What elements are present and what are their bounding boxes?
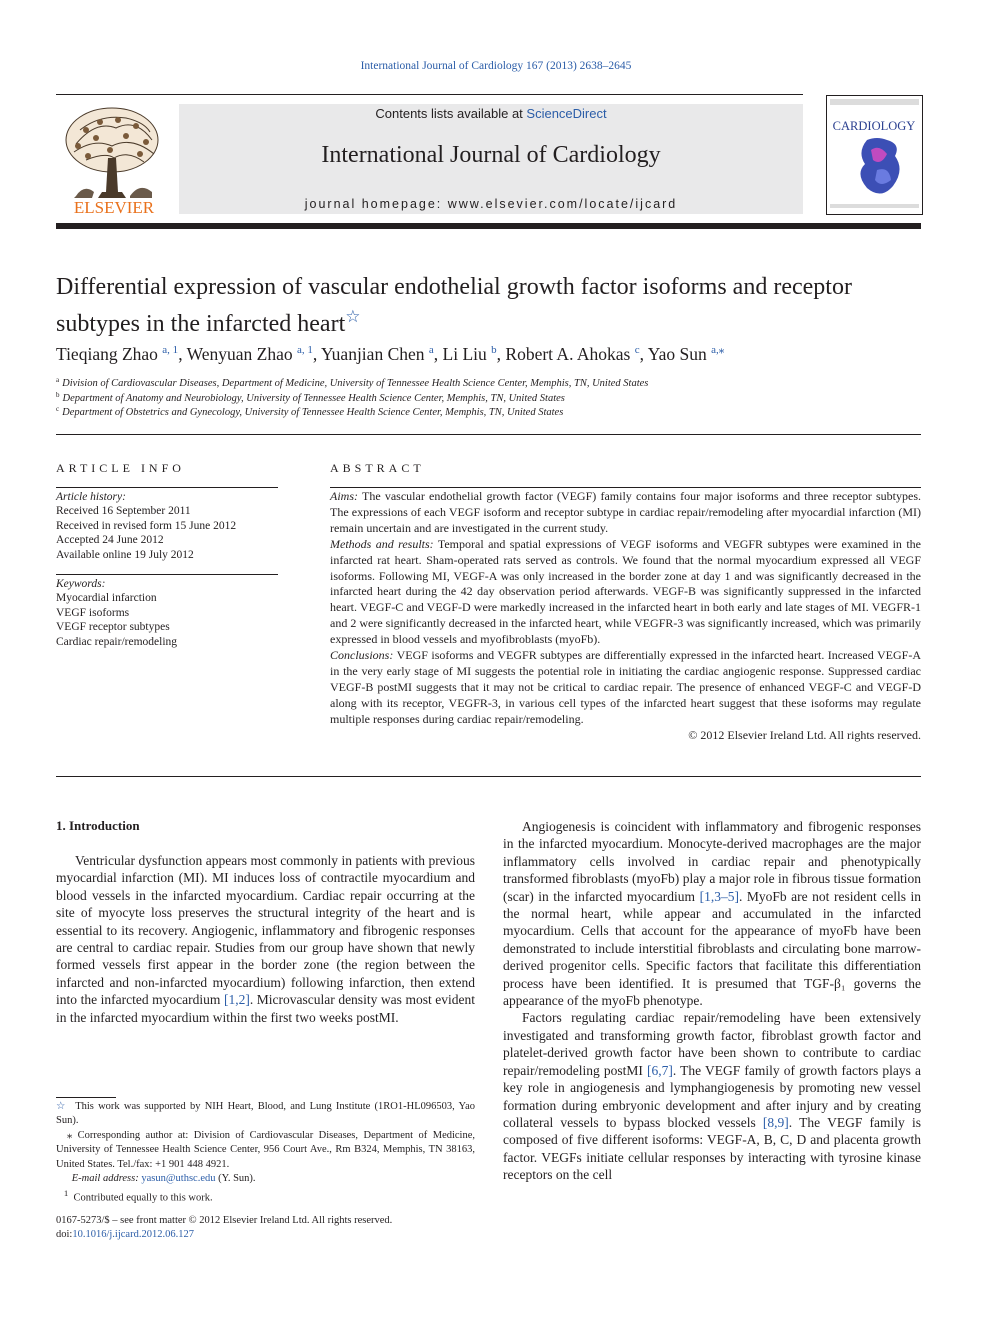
divider [56, 776, 921, 777]
paragraph: Angiogenesis is coincident with inflammatory and fibrogenic responses in the infarcted myocardium. Monocyte-derived macrophages are the major inflammatory cells involved in cardiac repair and phenotypically transformed fibroblasts (myoFb) play a major role in fibrous tissue formation (scar) in the infarcted myocardium [1,3–5]. MyoFb are not resident cells in the normal heart, while appear and accumulated in the infarcted myocardium. Cells that account for the appearance of myoFb have been demonstrated to include interstitial fibroblasts and circulating bone marrow-derived progenitor cells. Specific factors that facilitate this differentiation process have been identified. It is presumed that TGF-β₁ governs the appearance of the myoFb phenotype. [503, 819, 922, 1009]
citation-link[interactable]: [1,3–5] [699, 888, 739, 904]
abstract-body [330, 489, 921, 744]
article-info-heading: ARTICLE INFO [56, 461, 185, 475]
cardiology-cover-icon [827, 96, 922, 214]
keywords-label: Keywords: [56, 578, 106, 590]
footnote-corresponding: ⁎ Corresponding author at: Division of Cardiovascular Diseases, Department of Medicine, University of Tennessee Health Science Center, 956 Court Ave., Rm B324, Memphis, TN 38163, United States. Tel./fax: +1 901 448 4921. [56, 1129, 476, 1170]
article-title [56, 273, 921, 339]
author[interactable]: Li Liu $^b$, [442, 344, 506, 364]
citation-link[interactable]: [6,7] [646, 1062, 673, 1078]
elsevier-logo[interactable] [56, 100, 172, 216]
copyright: © 2012 Elsevier Ireland Ltd. All rights reserved. [688, 727, 921, 742]
section-heading: 1. Introduction [56, 818, 140, 833]
author[interactable]: Yao Sun $^{a,⁎}$ [647, 344, 725, 364]
author[interactable]: Yuanjian Chen $^a$, [320, 344, 443, 364]
divider [330, 487, 921, 488]
paragraph: Ventricular dysfunction appears most commonly in patients with previous myocardial infarction (MI). MI induces loss of contractile myocardium and blood vessels in the infarcted myocardium. Cardiac repair occurring at the site of myocyte loss preserves the structural integrity of the heart and is essential to its recovery. Angiogenic, inflammatory and fibrogenic responses are central to cardiac repair. Studies from our group have shown that newly formed vessels first appear in the border zone (the region between the infarcted and non-infarcted myocardium) following infarction, then extend into the infarcted myocardium [1,2]. Microvascular density was most evident in the infarcted myocardium within the first two weeks postMI. [56, 853, 475, 1025]
title-footnote-star-icon[interactable]: ☆ [345, 307, 361, 326]
journal-homepage[interactable]: journal homepage: www.elsevier.com/locate/ijcard [304, 197, 678, 211]
history-item: Available online 19 July 2012 [56, 548, 194, 561]
author[interactable]: Robert A. Ahokas $^c$, [505, 344, 648, 364]
citation-link[interactable]: [8,9] [762, 1114, 789, 1130]
keywords [56, 577, 278, 649]
keyword: VEGF receptor subtypes [56, 621, 170, 634]
abstract-aims: Aims: The vascular endothelial growth factor (VEGF) family contains four major isoforms and three receptor subtypes. The expressions of each VEGF isoform and receptor subtype in cardiac repair/remodeling after myocardial infarction (MI) remain uncertain and are investigated in the current study. [330, 489, 921, 535]
history-item: Received 16 September 2011 [56, 505, 191, 518]
affiliation-b: $^b$ Department of Anatomy and Neurobiology, University of Tennessee Health Science Center, Memphis, TN, United States [56, 391, 565, 404]
asterisk-icon: ⁎ [66, 1129, 73, 1141]
author[interactable]: Tieqiang Zhao $^{a, 1}$, [56, 344, 187, 364]
journal-citation[interactable]: International Journal of Cardiology 167 (2013) 2638–2645 [360, 60, 632, 72]
elsevier-tree-icon [56, 100, 172, 216]
footnote-star-icon: ☆ [56, 1101, 67, 1112]
divider [56, 574, 278, 575]
journal-title: International Journal of Cardiology [321, 142, 661, 168]
author[interactable]: Wenyuan Zhao $^{a, 1}$, [186, 344, 321, 364]
divider [56, 487, 278, 488]
article-title-text: Differential expression of vascular endothelial growth factor isoforms and receptor subtypes in the infarcted heart [56, 274, 852, 337]
doi-line: doi:10.1016/j.ijcard.2012.06.127 [56, 1229, 194, 1241]
sciencedirect-link[interactable]: ScienceDirect [526, 106, 607, 121]
keyword: Myocardial infarction [56, 592, 157, 605]
body-column-left [56, 852, 475, 1026]
citation-link[interactable]: [1,2] [223, 992, 250, 1008]
header-thick-rule [56, 223, 921, 229]
author-list [56, 343, 921, 365]
abstract-heading: ABSTRACT [330, 461, 425, 475]
abstract-methods: Methods and results: Temporal and spatial expressions of VEGF isoforms and VEGFR subtypes were examined in the infarcted rat heart. Sham-operated rats served as controls. We found that the normal myocardium expressed all VEGF isoforms. Following MI, VEGF-A was only increased in the border zone at day 1 and was significantly decreased in the infarcted heart during the 42 day observation period afterwards. VEGF-B was significantly suppressed in the infarcted heart. VEGF-C and VEGF-D were markedly increased in the infarcted heart in both early and late stages of MI. VEGFR-1 and 2 were significantly decreased in the infarcted heart, while VEGFR-3 was significantly increased, which was primarily expressed in blood vessels and myofibroblasts (myoFb). [330, 536, 921, 647]
footnote-email: E-mail address: yasun@uthsc.edu (Y. Sun). [71, 1173, 256, 1185]
footnotes [56, 1100, 475, 1206]
footnote-equal: $^1$ Contributed equally to this work. [63, 1188, 213, 1204]
issn-line: 0167-5273/$ – see front matter © 2012 Elsevier Ireland Ltd. All rights reserved. [56, 1215, 393, 1226]
footnote-funding: ☆ This work was supported by NIH Heart, Blood, and Lung Institute (1RO1-HL096503, Yao Sun). [56, 1101, 475, 1127]
history-label: Article history: [56, 491, 126, 503]
article-history [56, 490, 278, 562]
affiliation-c: $^c$ Department of Obstetrics and Gynecology, University of Tennessee Health Science Center, Memphis, TN, United States [56, 405, 564, 418]
footnote-rule [56, 1097, 116, 1098]
paragraph: Factors regulating cardiac repair/remodeling have been extensively investigated and transforming growth factor, fibroblast growth factor and platelet-derived growth factor have been shown to contribute to cardiac repair/remodeling postMI [6,7]. The VEGF family of growth factors plays a key role in angiogenesis and lymphangiogenesis by promoting new vessel formation during embryonic development and after injury and by creating collateral vessels to bypass blocked vessels [8,9]. The VEGF family is composed of five different isoforms: VEGF-A, B, C, D and placenta growth factor. VEGFs initiate cellular responses by interacting with tyrosine kinase receptors on the cell [503, 1010, 921, 1183]
header-top-rule [56, 94, 803, 95]
cover-title: CARDIOLOGY [832, 119, 916, 133]
journal-cover[interactable] [826, 95, 923, 215]
keyword: VEGF isoforms [56, 606, 130, 619]
divider [56, 434, 921, 435]
email-link[interactable]: yasun@uthsc.edu [141, 1173, 216, 1185]
history-item: Received in revised form 15 June 2012 [56, 519, 237, 532]
keyword: Cardiac repair/remodeling [56, 635, 178, 648]
contents-prefix: Contents lists available at [375, 106, 527, 121]
doi-link[interactable]: 10.1016/j.ijcard.2012.06.127 [72, 1229, 194, 1241]
history-item: Accepted 24 June 2012 [56, 534, 164, 547]
contents-line [179, 106, 803, 121]
issn-doi [56, 1214, 475, 1243]
body-column-right [503, 818, 921, 1184]
elsevier-wordmark: ELSEVIER [73, 198, 155, 216]
affiliation-a: $^a$ Division of Cardiovascular Diseases, Department of Medicine, University of Tennessee Health Science Center, Memphis, TN, United States [56, 376, 649, 389]
abstract-conclusions: Conclusions: VEGF isoforms and VEGFR subtypes are differentially expressed in the infarcted heart. Increased VEGF-A in the very early stage of MI suggests the potential role in initiating the cardiac angiogenic response. Suppressed cardiac VEGF-B postMI suggests that it may not be critical to cardiac repair. The presence of enhanced VEGF-C and VEGF-D along with its receptor, VEGFR-3, in various cell types of the infarcted heart suggest that these isoforms may regulate multiple responses during cardiac repair/remodeling. [330, 648, 921, 726]
